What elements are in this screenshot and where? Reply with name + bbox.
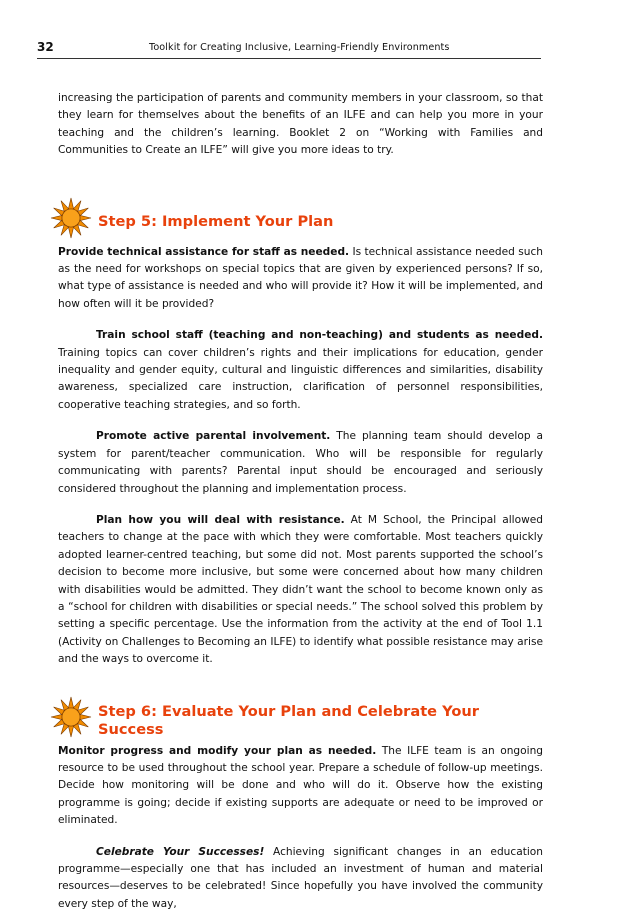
page-header — [37, 38, 541, 59]
step5-text-4: At M School, the Principal allowed teachers to change at the pace with which they were comfortable. Most teachers quickly adopted learner-centred teaching, but some did not. Most parents supported the school’s decision to become more inclusive, but some were concerned about how many children with disabilities would be admitted. They didn’t want the school to become known only as a “school for children with disabilities or special needs.” The school solved this problem by setting a specific percentage. Use the information from the activity at the end of Tool 1.1 (Activity on Challenges to Becoming an ILFE) to identify what possible resistance may arise and the ways to overcome it. — [58, 513, 543, 666]
step6-paragraph-1 — [58, 743, 543, 830]
step6-text-1: The ILFE team is an ongoing resource to be used throughout the school year. Prepare a schedule of follow-up meetings. Decide how monitoring will be done and who will do it. Observe how the existing programme is going; decide if existing supports are adequate or need to be improved or eliminated. — [58, 744, 544, 827]
page-content — [58, 90, 543, 913]
step5-text-1: Is technical assistance needed such as the need for workshops on special topics that are given by experienced persons? If so, what type of assistance is needed and who will provide it? How it will be implemented, and how often will it be provided? — [58, 245, 544, 310]
step5-text-2: Training topics can cover children’s rights and their implications for education, gender inequality and gender equity, cultural and linguistic differences and similarities, disability awareness, specialized care instruction, clarification of personnel responsibilities, cooperative teaching strategies, and so forth. — [58, 346, 543, 411]
step5-lead-1: Provide technical assistance for staff as needed. — [58, 245, 350, 258]
sun-icon — [50, 197, 92, 239]
step5-text-3: The planning team should develop a system for parent/teacher communication. Who will be responsible for regularly communicating with parents? Parental input should be encouraged and seriously considered throughout the planning and implementation process. — [58, 430, 543, 495]
step5-lead-3: Promote active parental involvement. — [96, 430, 331, 443]
step6-title: Step 6: Evaluate Your Plan and Celebrate Your Success — [98, 703, 480, 738]
sun-icon — [50, 696, 92, 738]
step6-heading — [58, 693, 543, 741]
step6-lead-2: Celebrate Your Successes! — [96, 845, 265, 858]
step5-heading — [58, 194, 543, 242]
running-head: Toolkit for Creating Inclusive, Learning-Friendly Environments — [149, 42, 450, 53]
step5-title: Step 5: Implement Your Plan — [98, 212, 334, 230]
step5-paragraph-1 — [58, 244, 543, 314]
step6-text-2: Achieving significant changes in an education programme—especially one that has included an investment of human and material resources—deserves to be celebrated! Since hopefully you have involved the community every step of the way, — [58, 845, 543, 910]
page-number: 32 — [37, 40, 54, 54]
intro-paragraph: increasing the participation of parents and community members in your classroom, so that they learn for themselves about the benefits of an ILFE and can help you more in your teaching and the children’s learning. Booklet 2 on “Working with Families and Communities to Create an ILFE” will give you more ideas to try. — [58, 92, 543, 157]
step5-lead-4: Plan how you will deal with resistance. — [96, 513, 345, 526]
step6-lead-1: Monitor progress and modify your plan as needed. — [58, 744, 377, 757]
step5-paragraph-3 — [58, 428, 543, 498]
step5-paragraph-2 — [58, 327, 543, 414]
step5-lead-2: Train school staff (teaching and non-teaching) and students as needed. — [96, 329, 543, 342]
step5-paragraph-4 — [58, 512, 543, 669]
